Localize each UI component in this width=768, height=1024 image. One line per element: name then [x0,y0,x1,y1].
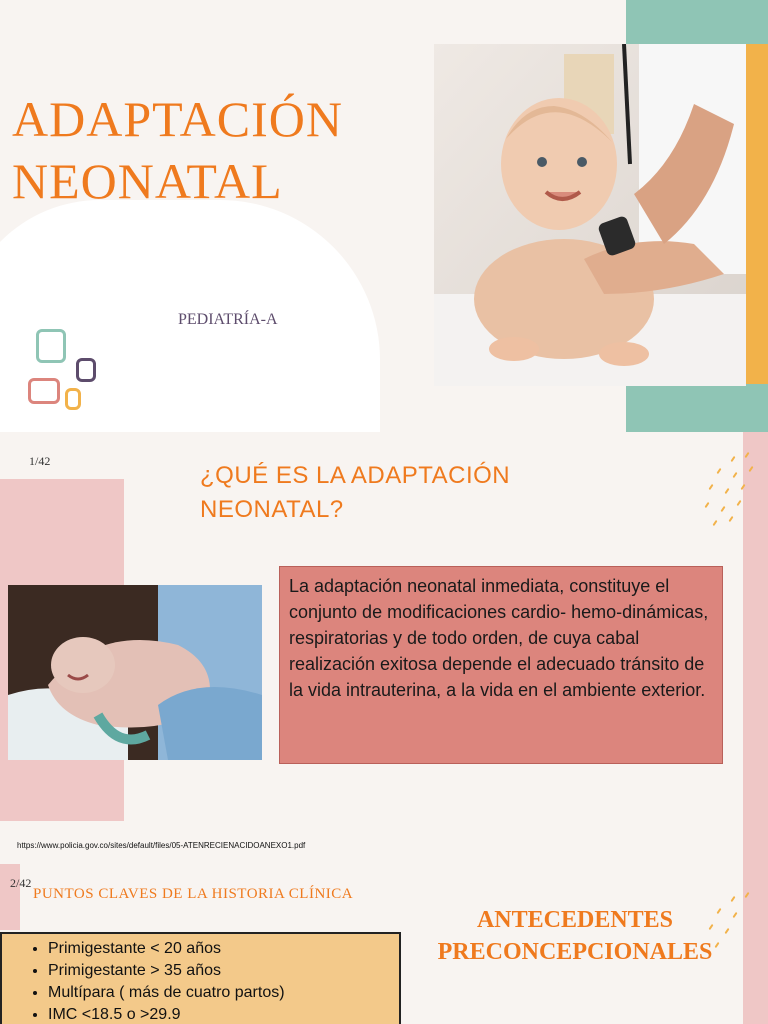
mustard-side-bar [746,44,768,399]
list-item: • Primigestante > 35 años [48,960,399,982]
antecedents-line-1: ANTECEDENTES [476,907,674,933]
question-line-1: ¿QUÉ ES LA ADAPTACIÓN [200,462,511,489]
definition-box: La adaptación neonatal inmediata, constituye el conjunto de modificaciones cardio- hemo-dinámicas, respiratorias y de todo orden, de cuya cabal realización exitosa depende el adecuado tránsito de la vida intrauterina, a la vida en el ambiente exterior. [279,566,723,764]
question-heading [200,459,510,527]
antecedents-title [405,904,745,968]
decor-square-purple [76,358,96,382]
list-item: • Multípara ( más de cuatro partos) [48,982,399,1004]
question-line-2: NEONATAL? [200,496,344,523]
presentation-title [12,88,343,212]
antecedents-line-2: PRECONCEPCIONALES [437,939,713,965]
teal-band-bottom [626,384,768,432]
section-heading: PUNTOS CLAVES DE LA HISTORIA CLÍNICA [33,886,354,902]
source-link[interactable]: https://www.policia.gov.co/sites/default/files/05-ATENRECIENACIDOANEXO1.pdf [17,841,306,850]
baby-doctor-photo [434,44,746,386]
page-number: 2/42 [10,876,32,890]
newborn-photo [8,585,262,760]
course-subtitle: PEDIATRÍA-A [178,311,278,328]
title-slide [0,0,768,432]
list-item: • Primigestante < 20 años [48,938,399,960]
title-line-2: NEONATAL [12,153,283,209]
decor-square-pink [28,378,60,404]
decor-square-mustard [65,388,81,410]
pink-left-block [0,864,20,930]
definition-slide [0,432,768,864]
page-number: 1/42 [29,454,51,468]
history-slide [0,864,768,1024]
decor-square-teal [36,329,66,363]
risk-factors-box [0,932,401,1024]
list-item: • IMC <18.5 o >29.9 [48,1004,399,1024]
dots-decoration [700,452,760,532]
risk-factors-list [2,934,399,1024]
title-line-1: ADAPTACIÓN [12,91,343,147]
teal-band-top [626,0,768,44]
